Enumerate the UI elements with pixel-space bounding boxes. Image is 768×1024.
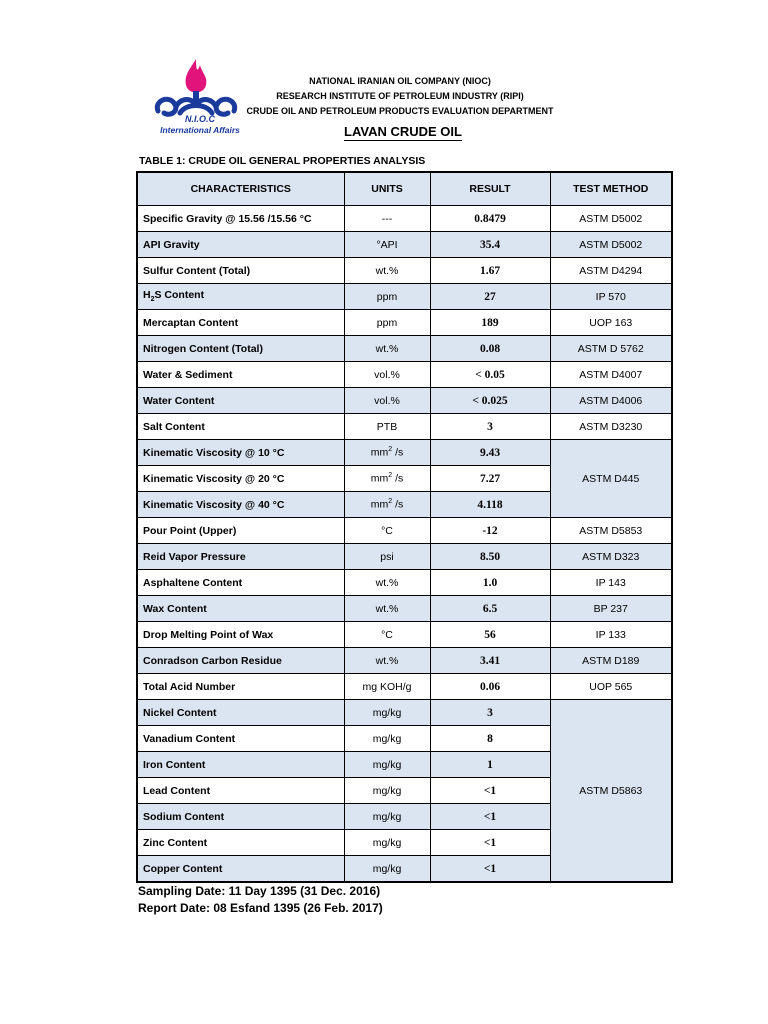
unit-cell: ppm <box>344 310 430 336</box>
char-subscript: 2 <box>150 296 155 304</box>
unit-superscript: 2 <box>388 446 393 454</box>
table-title: TABLE 1: CRUDE OIL GENERAL PROPERTIES ANALYSIS <box>139 155 426 167</box>
unit-cell: wt.% <box>344 336 430 362</box>
result-cell: 1.67 <box>430 258 550 284</box>
result-cell: 0.08 <box>430 336 550 362</box>
unit-cell: °API <box>344 232 430 258</box>
result-cell: 0.06 <box>430 674 550 700</box>
logo-text-nioc: N.I.O.C <box>184 114 215 124</box>
characteristic-cell: Water & Sediment <box>137 362 344 388</box>
method-cell: IP 570 <box>550 284 672 310</box>
result-cell: 3 <box>430 414 550 440</box>
table-row <box>137 700 672 726</box>
characteristic-cell: Kinematic Viscosity @ 20 °C <box>137 466 344 492</box>
result-cell: 8 <box>430 726 550 752</box>
table-row <box>137 622 672 648</box>
unit-cell: °C <box>344 622 430 648</box>
unit-cell: mg/kg <box>344 778 430 804</box>
characteristic-cell: Wax Content <box>137 596 344 622</box>
unit-cell: vol.% <box>344 388 430 414</box>
method-cell: UOP 565 <box>550 674 672 700</box>
properties-table <box>136 171 673 883</box>
result-cell: < 0.05 <box>430 362 550 388</box>
method-cell: IP 133 <box>550 622 672 648</box>
characteristic-cell: Copper Content <box>137 856 344 883</box>
method-cell: UOP 163 <box>550 310 672 336</box>
characteristic-cell: Reid Vapor Pressure <box>137 544 344 570</box>
method-cell: ASTM D3230 <box>550 414 672 440</box>
result-cell: 3.41 <box>430 648 550 674</box>
result-cell: 6.5 <box>430 596 550 622</box>
table-row <box>137 648 672 674</box>
sampling-date: Sampling Date: 11 Day 1395 (31 Dec. 2016) <box>138 884 381 898</box>
method-cell: BP 237 <box>550 596 672 622</box>
result-cell: <1 <box>430 804 550 830</box>
result-cell: <1 <box>430 778 550 804</box>
unit-cell: mg/kg <box>344 804 430 830</box>
unit-cell <box>344 492 430 518</box>
result-cell: 1 <box>430 752 550 778</box>
unit-cell: ppm <box>344 284 430 310</box>
characteristic-cell: Vanadium Content <box>137 726 344 752</box>
result-cell: 7.27 <box>430 466 550 492</box>
characteristic-cell: Iron Content <box>137 752 344 778</box>
characteristic-cell: Kinematic Viscosity @ 10 °C <box>137 440 344 466</box>
unit-cell: PTB <box>344 414 430 440</box>
unit-suffix: /s <box>392 472 404 485</box>
unit-base: mm <box>370 446 389 459</box>
table-row <box>137 388 672 414</box>
table-row <box>137 414 672 440</box>
result-cell: 35.4 <box>430 232 550 258</box>
result-cell: 27 <box>430 284 550 310</box>
table-row <box>137 362 672 388</box>
table-row <box>137 544 672 570</box>
table-row <box>137 596 672 622</box>
method-cell: ASTM D 5762 <box>550 336 672 362</box>
result-cell: 189 <box>430 310 550 336</box>
table-row <box>137 674 672 700</box>
result-cell: -12 <box>430 518 550 544</box>
unit-cell: mg/kg <box>344 752 430 778</box>
unit-suffix: /s <box>392 446 404 459</box>
characteristic-cell: Salt Content <box>137 414 344 440</box>
char-prefix: H <box>143 289 151 302</box>
method-cell: ASTM D5853 <box>550 518 672 544</box>
unit-cell: wt.% <box>344 596 430 622</box>
characteristic-cell: Kinematic Viscosity @ 40 °C <box>137 492 344 518</box>
method-cell: ASTM D4294 <box>550 258 672 284</box>
unit-suffix: /s <box>392 498 404 511</box>
header-line-ripi: RESEARCH INSTITUTE OF PETROLEUM INDUSTRY (RIPI) <box>276 91 524 101</box>
characteristic-cell: Total Acid Number <box>137 674 344 700</box>
logo-text-affairs: International Affairs <box>160 125 240 135</box>
table-row <box>137 206 672 232</box>
result-cell: 9.43 <box>430 440 550 466</box>
unit-base: mm <box>370 498 389 511</box>
result-cell: 4.118 <box>430 492 550 518</box>
table-row <box>137 518 672 544</box>
characteristic-cell: API Gravity <box>137 232 344 258</box>
result-cell: <1 <box>430 856 550 883</box>
table-row <box>137 310 672 336</box>
method-cell: ASTM D5002 <box>550 206 672 232</box>
characteristic-cell: Sodium Content <box>137 804 344 830</box>
characteristic-cell: Conradson Carbon Residue <box>137 648 344 674</box>
unit-cell: --- <box>344 206 430 232</box>
unit-base: mm <box>370 472 389 485</box>
characteristic-cell: Nitrogen Content (Total) <box>137 336 344 362</box>
result-cell: < 0.025 <box>430 388 550 414</box>
result-cell: 1.0 <box>430 570 550 596</box>
characteristic-cell: Mercaptan Content <box>137 310 344 336</box>
header-line-department: CRUDE OIL AND PETROLEUM PRODUCTS EVALUATION DEPARTMENT <box>246 106 554 116</box>
characteristic-cell: Pour Point (Upper) <box>137 518 344 544</box>
characteristic-cell: Water Content <box>137 388 344 414</box>
header-line-nioc: NATIONAL IRANIAN OIL COMPANY (NIOC) <box>309 76 491 86</box>
method-cell: ASTM D5002 <box>550 232 672 258</box>
result-cell: 8.50 <box>430 544 550 570</box>
char-suffix: S Content <box>154 289 205 302</box>
report-date: Report Date: 08 Esfand 1395 (26 Feb. 2017) <box>138 901 383 915</box>
characteristic-cell: Drop Melting Point of Wax <box>137 622 344 648</box>
method-cell: ASTM D4006 <box>550 388 672 414</box>
unit-cell: mg/kg <box>344 830 430 856</box>
characteristic-cell: Lead Content <box>137 778 344 804</box>
table-row <box>137 284 672 310</box>
unit-cell: wt.% <box>344 570 430 596</box>
table-row <box>137 258 672 284</box>
unit-superscript: 2 <box>388 498 393 506</box>
table-row <box>137 440 672 466</box>
characteristic-cell: Zinc Content <box>137 830 344 856</box>
unit-cell: °C <box>344 518 430 544</box>
method-cell: ASTM D323 <box>550 544 672 570</box>
method-cell-viscosity: ASTM D445 <box>550 440 672 518</box>
header-units: UNITS <box>344 172 430 206</box>
header-characteristics: CHARACTERISTICS <box>137 172 344 206</box>
table-row <box>137 570 672 596</box>
result-cell: 56 <box>430 622 550 648</box>
method-cell: IP 143 <box>550 570 672 596</box>
result-cell: 0.8479 <box>430 206 550 232</box>
characteristic-cell <box>137 284 344 310</box>
header-result: RESULT <box>430 172 550 206</box>
characteristic-cell: Nickel Content <box>137 700 344 726</box>
method-cell: ASTM D4007 <box>550 362 672 388</box>
characteristic-cell: Sulfur Content (Total) <box>137 258 344 284</box>
table-header-row <box>137 172 672 206</box>
unit-cell: wt.% <box>344 648 430 674</box>
unit-cell: mg/kg <box>344 726 430 752</box>
unit-cell: wt.% <box>344 258 430 284</box>
table-row <box>137 232 672 258</box>
unit-cell: mg/kg <box>344 856 430 883</box>
unit-cell: mg KOH/g <box>344 674 430 700</box>
characteristic-cell: Specific Gravity @ 15.56 /15.56 °C <box>137 206 344 232</box>
unit-cell: mg/kg <box>344 700 430 726</box>
result-cell: <1 <box>430 830 550 856</box>
unit-superscript: 2 <box>388 472 393 480</box>
method-cell: ASTM D189 <box>550 648 672 674</box>
method-cell-metals: ASTM D5863 <box>550 700 672 883</box>
unit-cell <box>344 466 430 492</box>
unit-cell <box>344 440 430 466</box>
result-cell: 3 <box>430 700 550 726</box>
unit-cell: psi <box>344 544 430 570</box>
table-row <box>137 336 672 362</box>
crude-oil-title: LAVAN CRUDE OIL <box>344 124 462 139</box>
characteristic-cell: Asphaltene Content <box>137 570 344 596</box>
header-test-method: TEST METHOD <box>550 172 672 206</box>
unit-cell: vol.% <box>344 362 430 388</box>
